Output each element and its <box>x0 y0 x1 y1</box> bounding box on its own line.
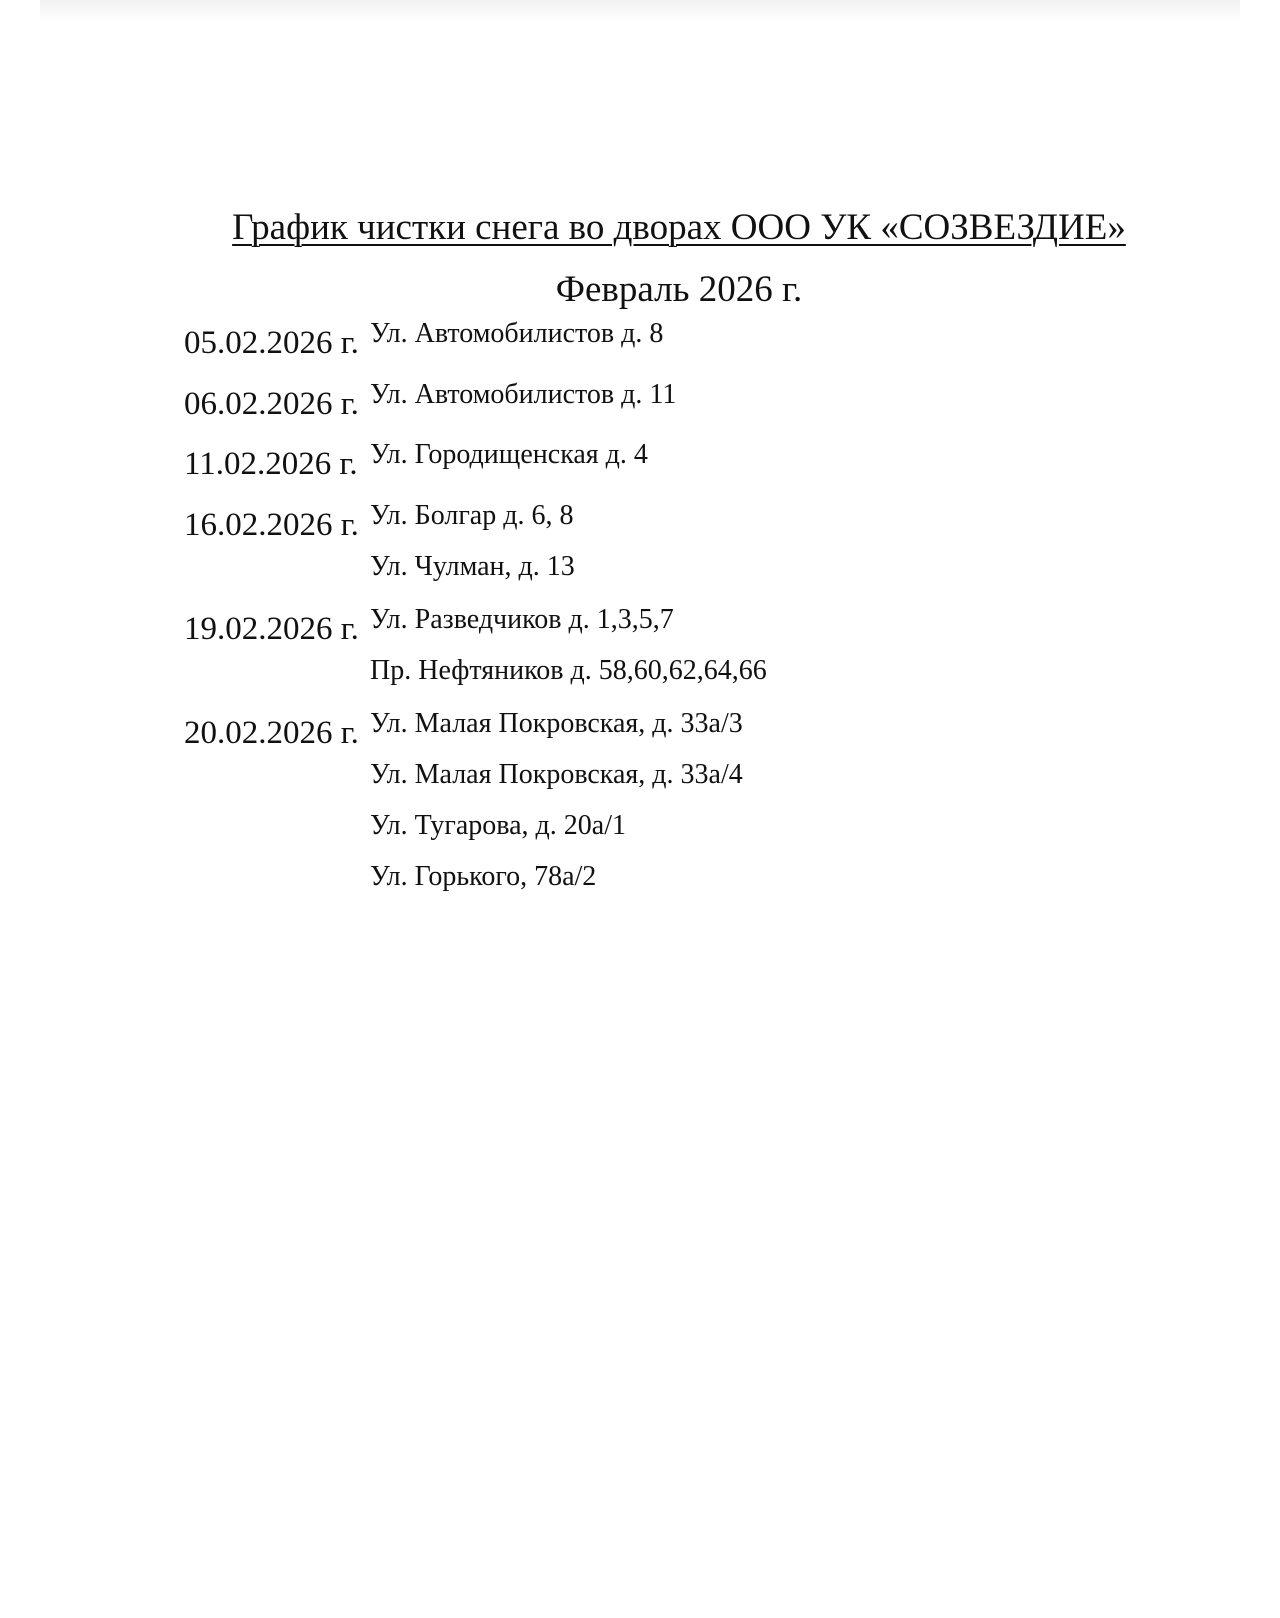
schedule-addresses <box>370 438 648 489</box>
schedule-address: Ул. Автомобилистов д. 8 <box>370 318 664 349</box>
schedule-date: 20.02.2026 г. <box>184 715 359 751</box>
page-title: График чистки снега во дворах ООО УК «СОЗВЕЗДИЕ» <box>232 207 1126 248</box>
schedule-address: Ул. Городищенская д. 4 <box>370 439 648 470</box>
schedule-addresses <box>370 707 743 911</box>
schedule-address: Ул. Автомобилистов д. 11 <box>370 379 677 410</box>
schedule-addresses <box>370 603 767 705</box>
schedule-date: 19.02.2026 г. <box>184 611 359 647</box>
schedule-address: Пр. Нефтяников д. 58,60,62,64,66 <box>370 655 767 686</box>
page-subtitle: Февраль 2026 г. <box>555 269 803 310</box>
schedule-address: Ул. Горького, 78а/2 <box>370 861 597 892</box>
schedule-date: 05.02.2026 г. <box>184 325 359 361</box>
schedule-date: 16.02.2026 г. <box>184 507 359 543</box>
schedule-address: Ул. Разведчиков д. 1,3,5,7 <box>370 604 674 635</box>
schedule-address: Ул. Малая Покровская, д. 33а/4 <box>370 759 743 790</box>
schedule-addresses <box>370 317 663 368</box>
schedule-addresses <box>370 499 575 601</box>
schedule-address: Ул. Болгар д. 6, 8 <box>370 500 574 531</box>
schedule-address: Ул. Чулман, д. 13 <box>370 551 575 582</box>
page-top-shadow <box>40 0 1240 22</box>
schedule-addresses <box>370 378 676 429</box>
schedule-address: Ул. Малая Покровская, д. 33а/3 <box>370 708 743 739</box>
schedule-address: Ул. Тугарова, д. 20а/1 <box>370 810 626 841</box>
schedule-date: 06.02.2026 г. <box>184 386 359 422</box>
schedule-date: 11.02.2026 г. <box>184 446 358 482</box>
